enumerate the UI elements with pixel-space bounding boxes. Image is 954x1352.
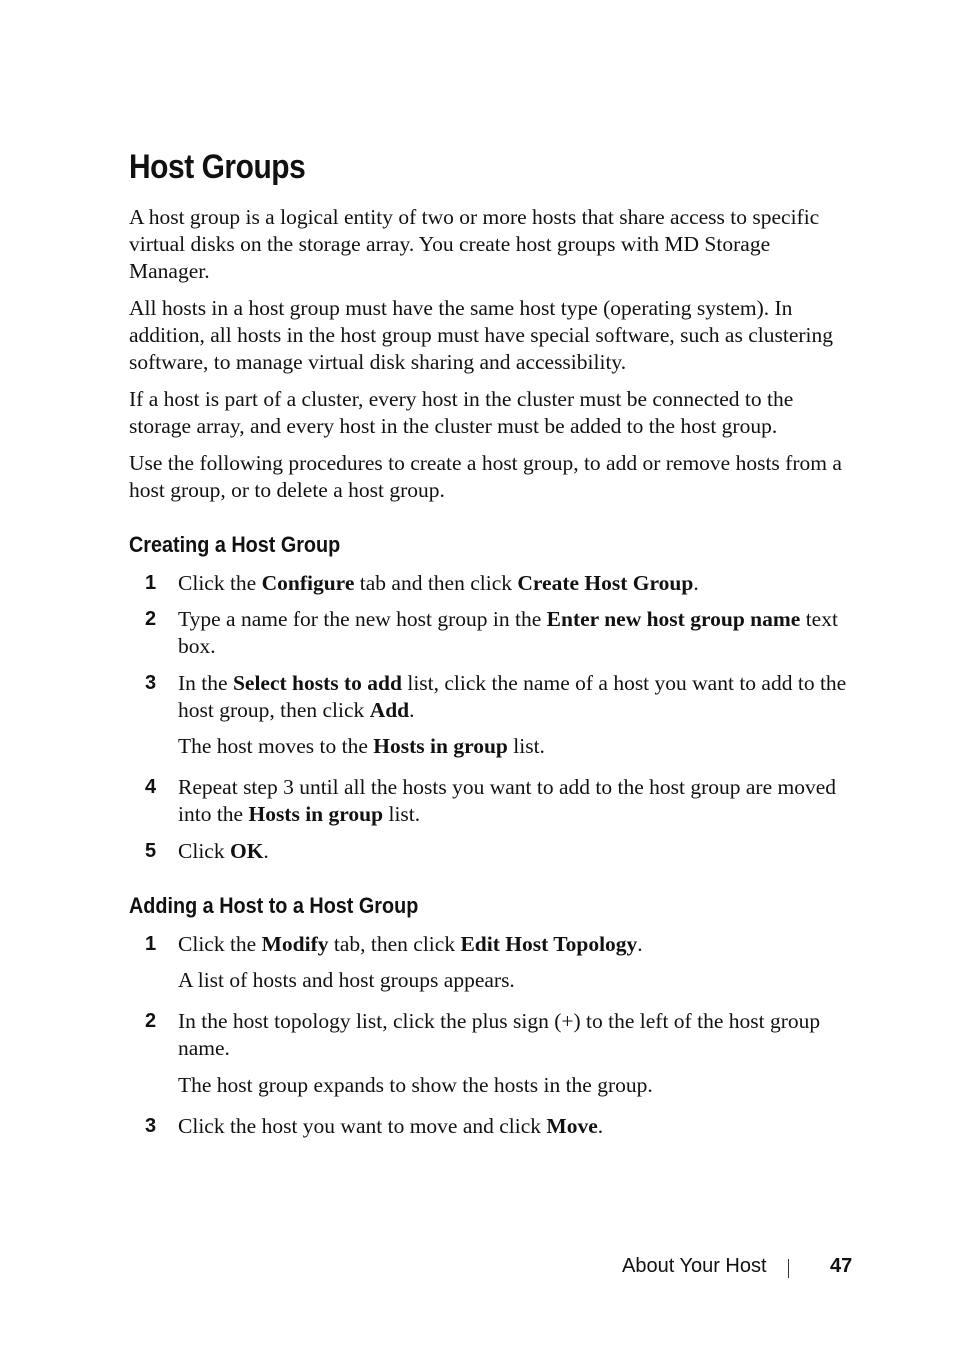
step-text: Type a name for the new host group in the Enter new host group name text box. [178, 607, 838, 658]
intro-paragraph: Use the following procedures to create a host group, to add or remove hosts from a host group, or to delete a host group. [129, 451, 842, 502]
step-number: 2 [145, 608, 157, 630]
step-text: Click the Modify tab, then click Edit Host Topology. [178, 932, 643, 956]
step-number: 4 [145, 776, 157, 798]
page-number: 47 [830, 1255, 853, 1277]
step-number: 3 [145, 672, 157, 694]
page-title: Host Groups [129, 148, 306, 186]
intro-paragraph: A host group is a logical entity of two or more hosts that share access to specific virtual disks on the storage array. You create host groups with MD Storage Manager. [129, 205, 820, 283]
step-note: A list of hosts and host groups appears. [178, 968, 515, 992]
intro-paragraph: If a host is part of a cluster, every host in the cluster must be connected to the storage array, and every host in the cluster must be added to the host group. [129, 387, 794, 438]
step-number: 1 [145, 572, 157, 594]
intro-paragraph: All hosts in a host group must have the same host type (operating system). In addition, all hosts in the host group must have special software, such as clustering software, to manage virtual disk sharing and accessibility. [129, 296, 833, 374]
section-heading-creating: Creating a Host Group [129, 532, 341, 557]
step-note: The host group expands to show the hosts in the group. [178, 1073, 653, 1097]
step-text: Click the host you want to move and click Move. [178, 1114, 604, 1138]
step-number: 3 [145, 1115, 157, 1137]
step-text: Repeat step 3 until all the hosts you want to add to the host group are moved into the Hosts in group list. [178, 775, 837, 826]
step-note: The host moves to the Hosts in group list. [178, 734, 545, 758]
step-text: In the host topology list, click the plus sign (+) to the left of the host group name. [178, 1009, 821, 1060]
step-number: 5 [145, 840, 157, 862]
footer-divider [788, 1259, 789, 1278]
step-text: In the Select hosts to add list, click the name of a host you want to add to the host group, then click Add. [178, 671, 847, 722]
footer-section-title: About Your Host [622, 1255, 767, 1277]
step-number: 2 [145, 1010, 157, 1032]
step-text: Click OK. [178, 839, 269, 863]
step-text: Click the Configure tab and then click Create Host Group. [178, 571, 699, 595]
step-number: 1 [145, 933, 157, 955]
section-heading-adding: Adding a Host to a Host Group [129, 893, 419, 918]
